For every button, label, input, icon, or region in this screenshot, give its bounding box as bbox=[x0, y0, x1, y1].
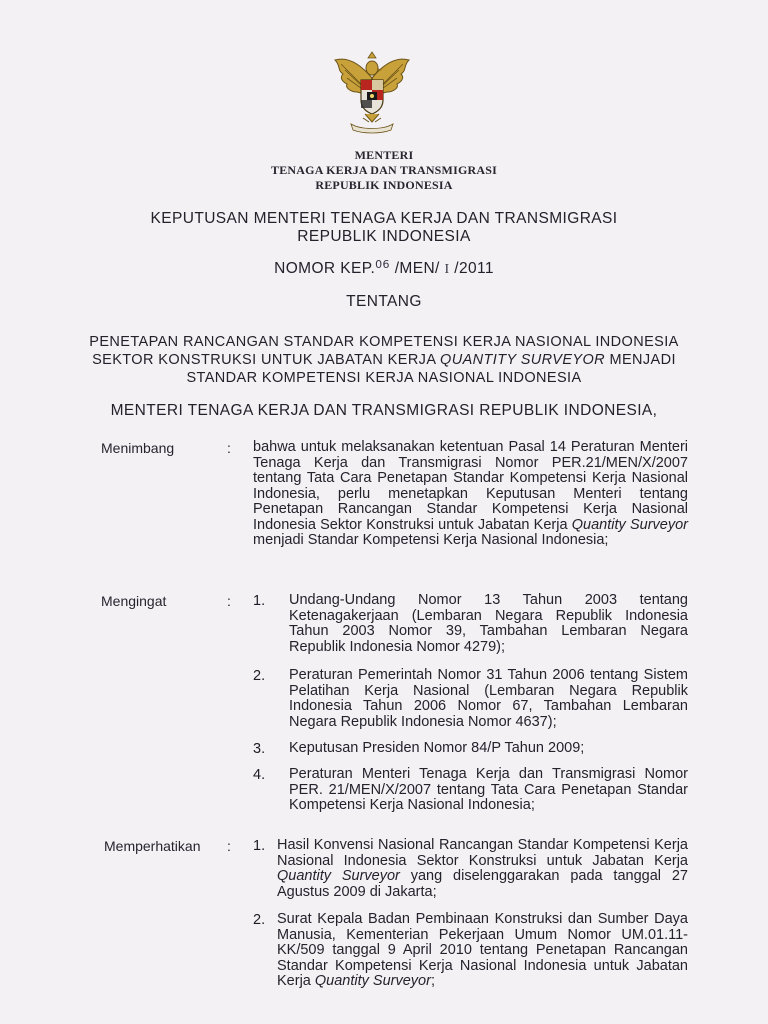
menimbang-colon: : bbox=[227, 440, 231, 456]
mengingat-colon: : bbox=[227, 593, 231, 609]
menimbang-text bbox=[253, 440, 688, 549]
subject-line-3: STANDAR KOMPETENSI KERJA NASIONAL INDONESIA bbox=[186, 370, 582, 386]
mengingat-item-3-num: 3. bbox=[253, 741, 266, 757]
memperhatikan-item-2-italic: Quantity Surveyor bbox=[314, 973, 431, 989]
memperhatikan-item-1-c: yang diselenggarakan pada tanggal 27 Agustus 2009 di Jakarta; bbox=[277, 868, 688, 900]
decree-number-year: /2011 bbox=[454, 260, 494, 277]
memperhatikan-colon: : bbox=[227, 838, 231, 854]
tentang-heading: TENTANG bbox=[346, 293, 422, 310]
mengingat-item-2-text: Peraturan Pemerintah Nomor 31 Tahun 2006 tentang Sistem Pelatihan Kerja Nasional (Lembaran Negara Republik Indonesia Tahun 2006 Nomor 67, Tambahan Lembaran Negara Republik Indonesia Nomor 4637); bbox=[289, 667, 688, 730]
subject-line-2-a: SEKTOR KONSTRUKSI UNTUK JABATAN KERJA bbox=[92, 352, 441, 368]
menimbang-text-a: bahwa untuk melaksanakan ketentuan Pasal 14 Peraturan Menteri Tenaga Kerja dan Transmigrasi Nomor PER.21/MEN/X/2007 tentang Tata Cara Penetapan Standar Kompetensi Kerja Nasional Indonesia, perlu menetapkan Keputusan Menteri tentang Penetapan Rancangan Standar Kompetensi Kerja Nasional Indonesia Sektor Konstruksi untuk Jabatan Kerja bbox=[253, 439, 688, 533]
title-line-2: REPUBLIK INDONESIA bbox=[297, 228, 471, 245]
decree-number-month: I bbox=[444, 262, 450, 277]
subject-line-2 bbox=[0, 352, 768, 368]
mengingat-item-1-text: Undang-Undang Nomor 13 Tahun 2003 tentang Ketenagakerjaan (Lembaran Negara Republik Indonesia Tahun 2003 Nomor 39, Tambahan Lembaran Negara Republik Indonesia Nomor 4279); bbox=[289, 592, 688, 655]
memperhatikan-item-1-italic: Quantity Surveyor bbox=[277, 868, 400, 884]
minister-heading: MENTERI TENAGA KERJA DAN TRANSMIGRASI REPUBLIK INDONESIA, bbox=[110, 402, 658, 419]
mengingat-item-1-num: 1. bbox=[253, 593, 266, 609]
decree-number bbox=[0, 260, 768, 278]
header-line-ministry: TENAGA KERJA DAN TRANSMIGRASI bbox=[271, 163, 497, 177]
mengingat-item-3-text: Keputusan Presiden Nomor 84/P Tahun 2009; bbox=[289, 740, 585, 756]
header-line-republic: REPUBLIK INDONESIA bbox=[315, 178, 453, 192]
memperhatikan-label: Memperhatikan bbox=[104, 838, 201, 854]
memperhatikan-item-1-num: 1. bbox=[253, 838, 266, 854]
header-line-menteri: MENTERI bbox=[354, 148, 414, 162]
mengingat-item-2-num: 2. bbox=[253, 668, 266, 684]
mengingat-label: Mengingat bbox=[101, 593, 167, 609]
memperhatikan-item-1-a: Hasil Konvensi Nasional Rancangan Standar Kompetensi Kerja Nasional Indonesia Sektor Konstruksi untuk Jabatan Kerja bbox=[277, 837, 688, 869]
memperhatikan-item-2-num: 2. bbox=[253, 912, 266, 928]
subject-line-2-italic: QUANTITY SURVEYOR bbox=[440, 352, 606, 368]
menimbang-text-c: menjadi Standar Kompetensi Kerja Nasional Indonesia; bbox=[253, 532, 609, 548]
garuda-emblem-icon bbox=[327, 48, 417, 136]
menimbang-text-italic: Quantity Surveyor bbox=[571, 516, 688, 533]
title-line-1: KEPUTUSAN MENTERI TENAGA KERJA DAN TRANSMIGRASI bbox=[150, 210, 618, 227]
decree-number-handwritten: 06 bbox=[375, 258, 390, 271]
decree-number-mid: /MEN/ bbox=[394, 260, 440, 277]
memperhatikan-item-1-text bbox=[277, 838, 688, 900]
memperhatikan-item-2-c: ; bbox=[430, 973, 435, 989]
decree-number-prefix: NOMOR KEP. bbox=[274, 260, 376, 277]
subject-line-1: PENETAPAN RANCANGAN STANDAR KOMPETENSI KERJA NASIONAL INDONESIA bbox=[89, 334, 679, 350]
menimbang-label: Menimbang bbox=[101, 440, 175, 456]
memperhatikan-item-2-a: Surat Kepala Badan Pembinaan Konstruksi dan Sumber Daya Manusia, Kementerian Pekerjaan Umum Nomor UM.01.11-KK/509 tanggal 9 April 2010 tentang Penetapan Rancangan Standar Kompetensi Kerja Nasional Indonesia untuk Jabatan Kerja bbox=[277, 911, 688, 989]
memperhatikan-item-2-text bbox=[277, 912, 688, 990]
mengingat-item-4-text: Peraturan Menteri Tenaga Kerja dan Transmigrasi Nomor PER. 21/MEN/X/2007 tentang Tata Cara Penetapan Standar Kompetensi Kerja Nasional Indonesia; bbox=[289, 766, 688, 813]
subject-line-2-c: MENJADI bbox=[605, 352, 676, 368]
mengingat-item-4-num: 4. bbox=[253, 767, 266, 783]
